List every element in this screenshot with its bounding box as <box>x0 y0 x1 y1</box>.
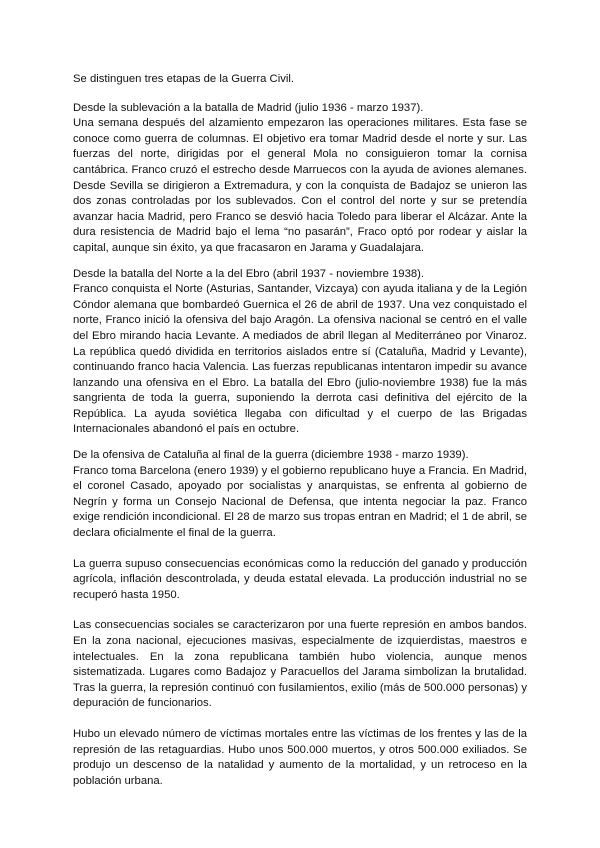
stage-2-heading: Desde la batalla del Norte a la del Ebro (abril 1937 - noviembre 1938). <box>73 267 425 280</box>
stage-3-text: Franco toma Barcelona (enero 1939) y el gobierno republicano huye a Francia. En Madrid, el coronel Casado, apoyado por socialistas y anarquistas, se enfrenta al gobierno de Negrín y forma un Consejo Nacional de Defensa, que intenta negociar la paz. Franco exige rendición incondicional. El 28 de marzo sus tropas entran en Madrid; el 1 de abril, se declara oficialmente el final de la guerra. <box>73 464 527 540</box>
stage-1-heading: Desde la sublevación a la batalla de Madrid (julio 1936 - marzo 1937). <box>73 101 424 114</box>
social-consequences-paragraph: Las consecuencias sociales se caracterizaron por una fuerte represión en ambos bandos. En la zona nacional, ejecuciones masivas, especialmente de izquierdistas, maestros e intelectuales. En la zona republicana también hubo violencia, aunque menos sistematizada. Lugares como Badajoz y Paracuellos del Jarama simbolizan la brutalidad. Tras la guerra, la represión continuó con fusilamientos, exilio (más de 500.000 personas) y depuración de funcionarios. <box>73 619 527 710</box>
stage-3-heading: De la ofensiva de Cataluña al final de la guerra (diciembre 1938 - marzo 1939). <box>73 449 469 462</box>
economic-consequences-paragraph: La guerra supuso consecuencias económicas como la reducción del ganado y producción agrícola, inflación descontrolada, y deuda estatal elevada. La producción industrial no se recuperó hasta 1950. <box>73 557 527 601</box>
stage-2 <box>73 267 527 439</box>
stage-3 <box>73 448 527 542</box>
stage-1-text: Una semana después del alzamiento empezaron las operaciones militares. Esta fase se conoce como guerra de columnas. El objetivo era tomar Madrid desde el norte y sur. Las fuerzas del norte, dirigidas por el general Mola no consiguieron tomar la cornisa cantábrica. Franco cruzó el estrecho desde Marruecos con la ayuda de aviones alemanes. Desde Sevilla se dirigieron a Extremadura, y con la conquista de Badajoz se unieron las dos zonas controladas por los sublevados. Con el control del norte y sur se pretendía avanzar hacia Madrid, pero Franco se desvió hacia Toledo para liberar el Alcázar. Ante la dura resistencia de Madrid bajo el lema “no pasarán”, Fraco optó por rodear y aislar la capital, aunque sin éxito, ya que fracasaron en Jarama y Guadalajara. <box>73 117 527 254</box>
stage-2-text: Franco conquista el Norte (Asturias, Santander, Vizcaya) con ayuda italiana y de la Legión Cóndor alemana que bombardeó Guernica el 26 de abril de 1937. Una vez conquistado el norte, Franco inició la ofensiva del bajo Aragón. La ofensiva nacional se centró en el valle del Ebro mirando hacia Levante. A mediados de abril llegan al Mediterráneo por Vinaroz. La república quedó dividida en territorios aislados entre sí (Cataluña, Madrid y Levante), continuando franco hacia Valencia. Las fuerzas republicanas intentaron impedir su avance lanzando una ofensiva en el Ebro. La batalla del Ebro (julio-noviembre 1938) fue la más sangrienta de toda la guerra, suponiendo la derrota casi definitiva del ejército de la República. La ayuda soviética llegaba con dificultad y el cuerpo de las Brigadas Internacionales abandonó el país en octubre. <box>73 283 527 436</box>
document-page <box>73 72 527 789</box>
intro-text: Se distinguen tres etapas de la Guerra Civil. <box>73 73 295 85</box>
demographic-consequences-paragraph: Hubo un elevado número de víctimas mortales entre las víctimas de los frentes y las de la represión de las retaguardias. Hubo unos 500.000 muertos, y otros 500.000 exiliados. Se produjo un descenso de la natalidad y aumento de la mortalidad, y un retroceso en la población urbana. <box>73 727 527 787</box>
stage-1 <box>73 101 527 257</box>
